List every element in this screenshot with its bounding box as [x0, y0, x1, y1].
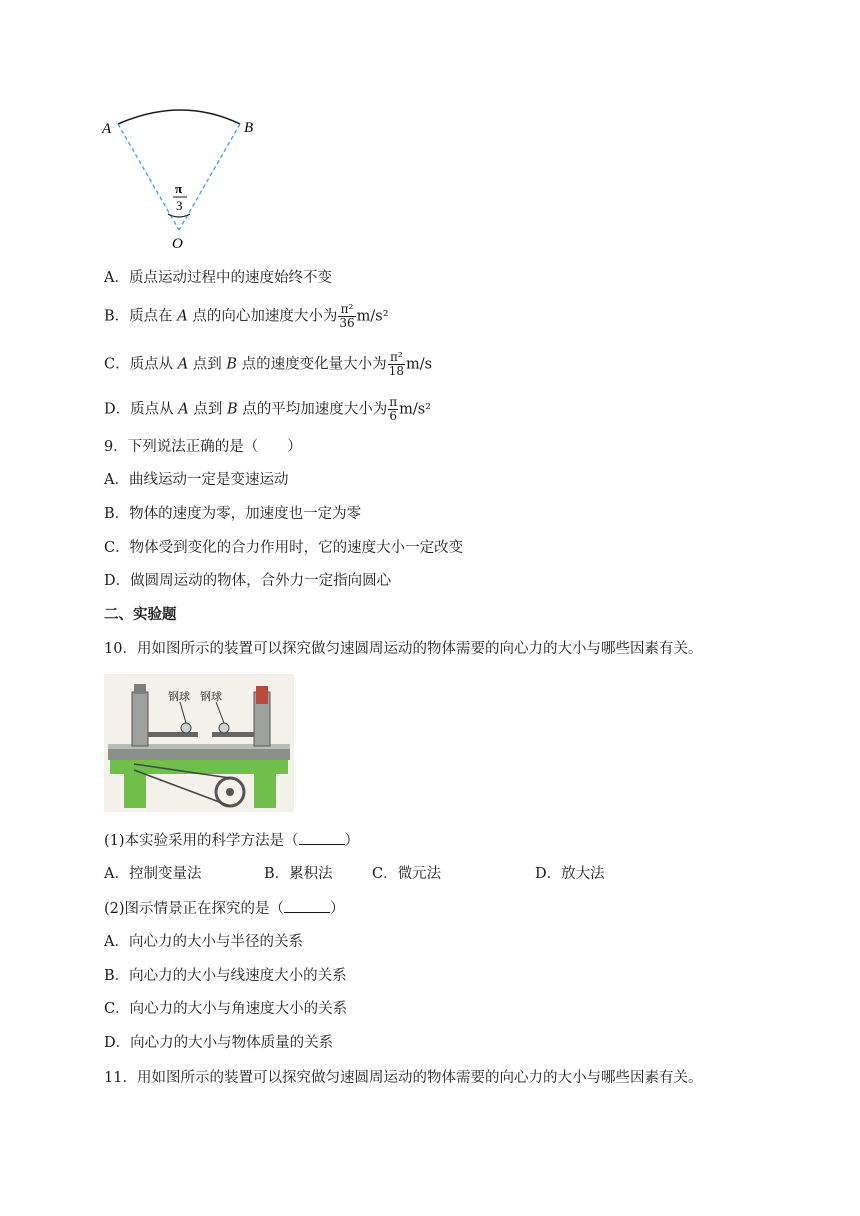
q10-sub2-option-c: C．向心力的大小与角速度大小的关系	[104, 1001, 348, 1017]
apparatus-top-plate	[108, 748, 290, 760]
stem-text: (1)本实验采用的科学方法是（	[104, 833, 299, 849]
option-letter: A．	[104, 270, 129, 286]
stem-text: ）	[330, 901, 345, 917]
q10-sub1-option-b: B．累积法	[264, 866, 333, 882]
fraction-denominator: 18	[388, 364, 404, 378]
q10-sub1-option-a: A．控制变量法	[104, 866, 202, 882]
arc-diagram	[100, 100, 270, 260]
q8-option-b	[104, 303, 389, 330]
fraction-numerator: π	[389, 395, 398, 409]
q10-sub2-option-b: B．向心力的大小与线速度大小的关系	[104, 968, 347, 984]
fraction-denominator: 36	[339, 316, 355, 330]
apparatus-base	[110, 760, 288, 774]
option-text: 点的向心加速度大小为	[187, 308, 338, 325]
angle-denominator: 3	[176, 198, 183, 213]
point-a-var: A	[177, 308, 188, 325]
right-tower-scale	[256, 686, 268, 704]
unit: m/s²	[356, 308, 389, 325]
option-text: 质点在	[129, 308, 178, 325]
apparatus-leg-left	[124, 774, 146, 808]
q10-stem: 10．用如图所示的装置可以探究做匀速圆周运动的物体需要的向心力的大小与哪些因素有关。	[104, 641, 703, 657]
option-text: 质点从	[130, 401, 179, 418]
option-letter: D．	[104, 401, 131, 418]
label-a: A	[102, 121, 112, 137]
crank-hub	[226, 788, 234, 796]
point-b-var: B	[226, 401, 238, 418]
fraction-numerator: π²	[338, 303, 355, 317]
point-b-var: B	[226, 356, 238, 373]
ball-label-1: 钢球	[168, 690, 190, 703]
fraction	[338, 303, 355, 330]
q10-sub1-option-d: D．放大法	[535, 866, 605, 882]
label-b: B	[244, 120, 254, 136]
option-text: 点到	[188, 401, 227, 418]
left-tower-cap	[134, 684, 146, 694]
q10-sub2-option-d: D．向心力的大小与物体质量的关系	[104, 1035, 334, 1051]
stem-text: (2)图示情景正在探究的是（	[104, 901, 285, 917]
point-a-var: A	[178, 401, 189, 418]
radius-oa	[118, 124, 179, 230]
q8-option-c	[104, 351, 432, 378]
q8-option-d	[104, 396, 431, 423]
unit: m/s	[405, 356, 433, 373]
q10-sub2-stem	[104, 898, 345, 919]
q9-stem: 9．下列说法正确的是（ ）	[104, 439, 302, 455]
fraction-denominator: 6	[389, 409, 397, 423]
point-a-var: A	[177, 356, 189, 373]
steel-ball-left	[181, 723, 191, 733]
option-text: 点到	[188, 356, 227, 373]
q8-option-a	[104, 268, 332, 288]
fraction	[388, 396, 398, 423]
unit: m/s²	[399, 401, 431, 418]
answer-blank[interactable]	[284, 898, 330, 913]
answer-blank[interactable]	[299, 830, 345, 845]
apparatus-leg-right	[254, 774, 276, 808]
option-letter: C．	[104, 356, 130, 373]
radius-ob	[179, 124, 240, 230]
right-arm	[212, 732, 254, 737]
option-text: 点的平均加速度大小为	[237, 401, 388, 418]
q11-stem: 11．用如图所示的装置可以探究做匀速圆周运动的物体需要的向心力的大小与哪些因素有关。	[104, 1070, 703, 1086]
q9-option-b: B．物体的速度为零，加速度也一定为零	[104, 506, 362, 522]
section-heading: 二、实验题	[104, 606, 177, 623]
q9-option-a: A．曲线运动一定是变速运动	[104, 472, 289, 488]
left-arm	[148, 732, 198, 737]
option-text: 质点运动过程中的速度始终不变	[128, 270, 332, 286]
fraction-numerator: π²	[388, 351, 405, 365]
label-o: O	[172, 236, 183, 252]
q10-sub1-options	[104, 864, 704, 884]
fraction	[388, 351, 405, 378]
option-text: 质点从	[129, 356, 178, 373]
q10-sub1-stem	[104, 830, 359, 851]
arc-ab	[118, 110, 240, 124]
q9-option-d: D．做圆周运动的物体，合外力一定指向圆心	[104, 573, 392, 589]
q9-option-c: C．物体受到变化的合力作用时，它的速度大小一定改变	[104, 540, 464, 556]
steel-ball-right	[219, 723, 229, 733]
option-letter: B．	[104, 308, 130, 325]
left-tower	[132, 692, 148, 746]
angle-numerator: π	[175, 181, 183, 196]
centripetal-force-apparatus-image	[104, 674, 294, 812]
option-text: 点的速度变化量大小为	[237, 356, 387, 373]
ball-label-2: 钢球	[200, 690, 222, 703]
q10-sub2-option-a: A．向心力的大小与半径的关系	[104, 934, 303, 950]
q10-sub1-option-c: C．微元法	[372, 866, 442, 882]
stem-text: ）	[344, 833, 360, 849]
